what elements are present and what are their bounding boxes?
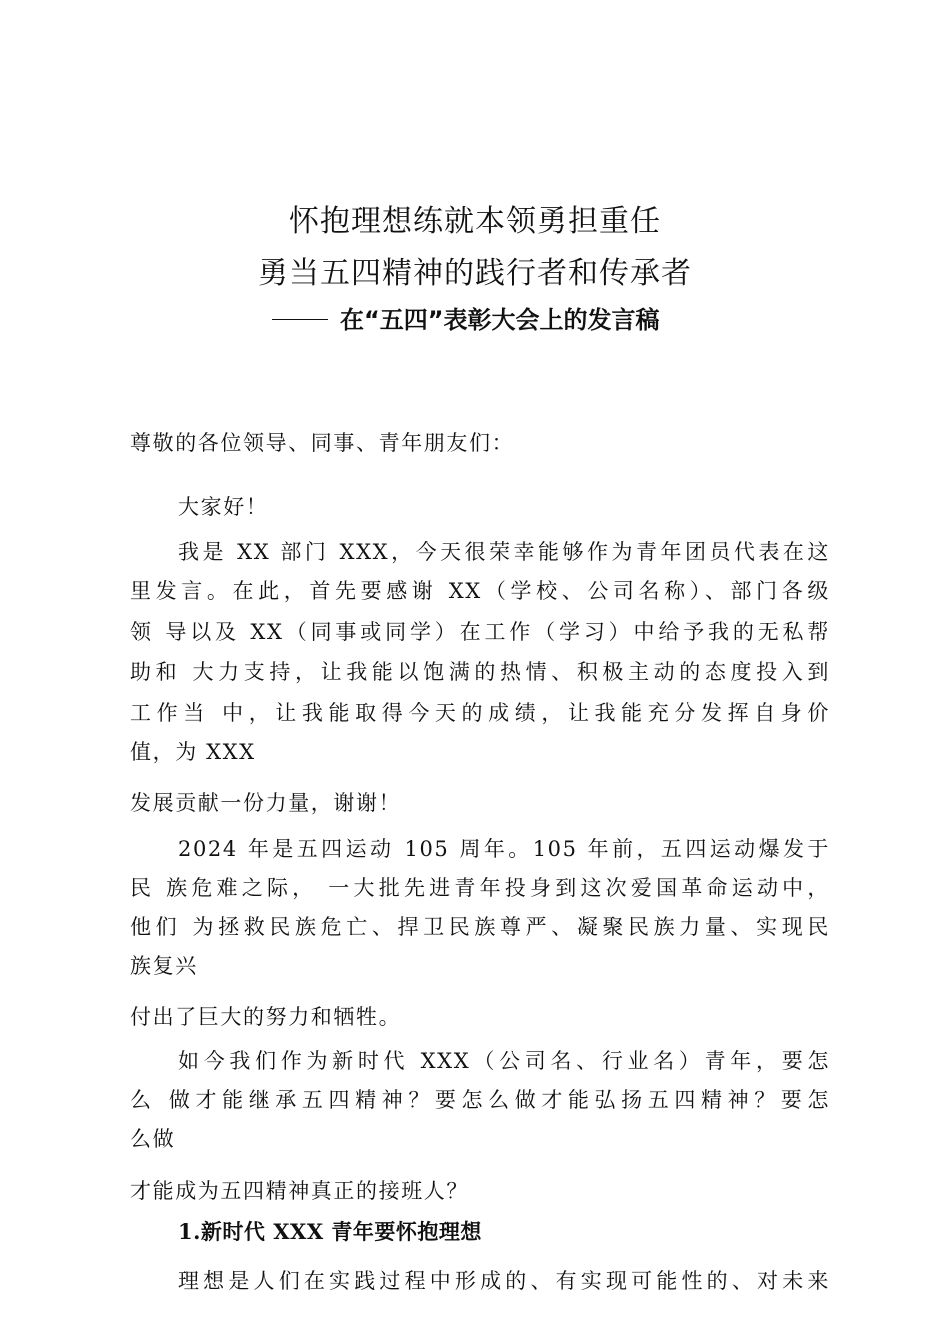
body-line: 么做 <box>130 1127 176 1151</box>
body-line: 助和 大力支持，让我能以饱满的热情、积极主动的态度投入到 <box>130 660 830 684</box>
body-line: 理想是人们在实践过程中形成的、有实现可能性的、对未来 <box>178 1269 830 1293</box>
body-line: 他们 为拯救民族危亡、捍卫民族尊严、凝聚民族力量、实现民 <box>130 915 830 939</box>
subtitle <box>272 300 660 335</box>
section-heading: 1.新时代 XXX 青年要怀抱理想 <box>178 1219 482 1244</box>
title-line-1: 怀抱理想练就本领勇担重任 <box>289 204 661 239</box>
body-line: 领 导以及 XX（同事或同学）在工作（学习）中给予我的无私帮 <box>130 620 830 644</box>
greeting: 大家好！ <box>178 495 269 519</box>
body-line: 民 族危难之际， 一大批先进青年投身到这次爱国革命运动中， <box>130 876 830 900</box>
body-line: 我是 XX 部门 XXX，今天很荣幸能够作为青年团员代表在这 <box>178 540 830 564</box>
body-line: 值，为 XXX <box>130 740 256 764</box>
body-line: 2024 年是五四运动 105 周年。105 年前，五四运动爆发于 <box>178 837 830 861</box>
title-line-2: 勇当五四精神的践行者和传承者 <box>258 256 692 291</box>
body-line: 发展贡献一份力量，谢谢！ <box>130 791 402 815</box>
body-line: 族复兴 <box>130 954 198 978</box>
body-line: 么 做才能继承五四精神？要怎么做才能弘扬五四精神？要怎 <box>130 1088 830 1112</box>
salutation: 尊敬的各位领导、同事、青年朋友们： <box>130 431 515 455</box>
body-line: 才能成为五四精神真正的接班人？ <box>130 1179 469 1203</box>
body-line: 如今我们作为新时代 XXX（公司名、行业名）青年，要怎 <box>178 1049 830 1073</box>
body-line: 里发言。在此，首先要感谢 XX（学校、公司名称）、部门各级 <box>130 579 830 603</box>
subtitle-text: 在“五四”表彰大会上的发言稿 <box>340 306 660 334</box>
body-line: 工作当 中，让我能取得今天的成绩，让我能充分发挥自身价 <box>130 701 830 725</box>
body-line: 付出了巨大的努力和牺牲。 <box>130 1005 402 1029</box>
em-dash-rule <box>272 319 328 320</box>
